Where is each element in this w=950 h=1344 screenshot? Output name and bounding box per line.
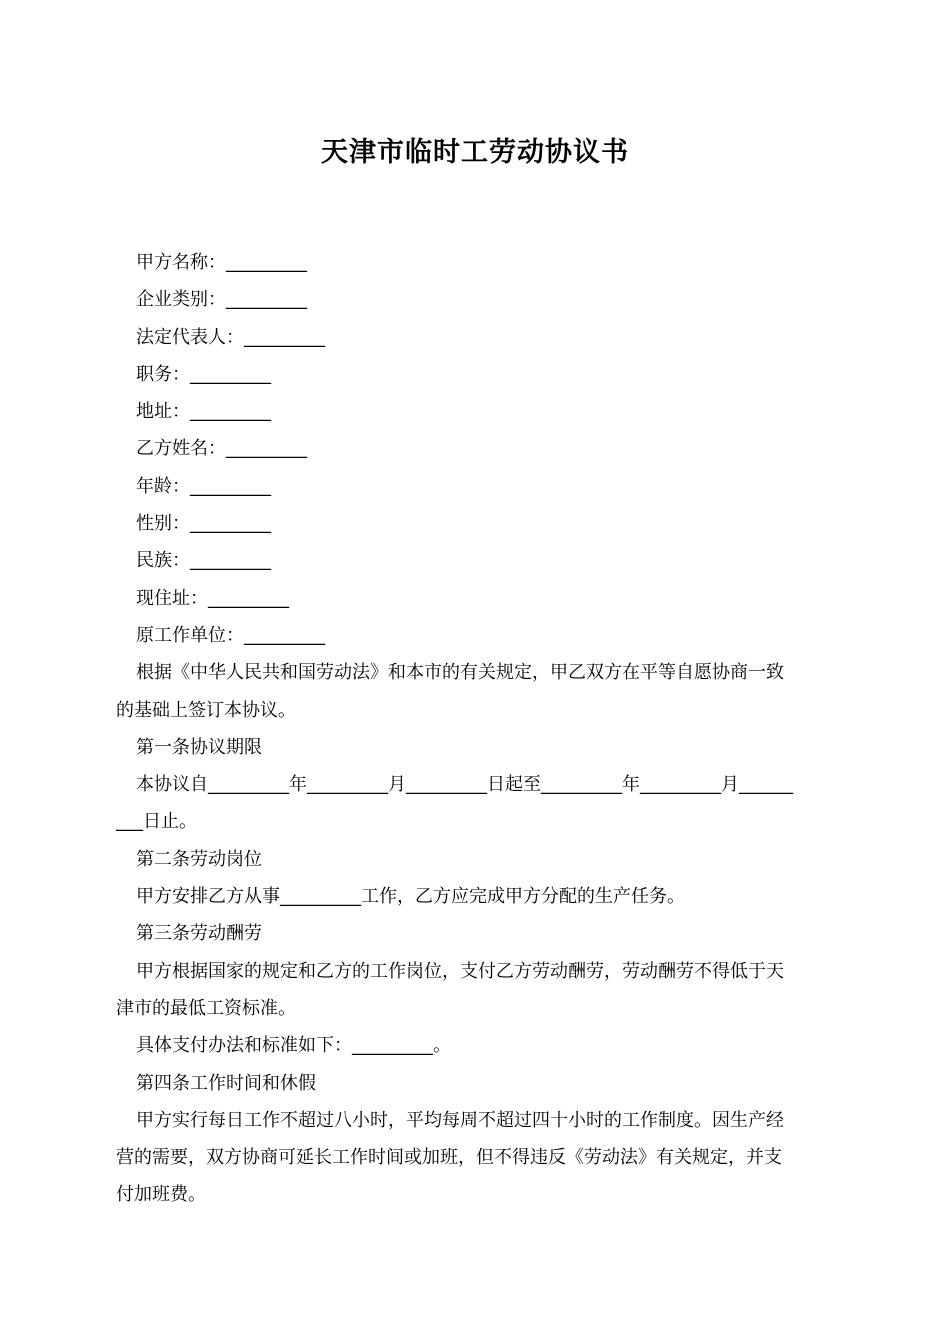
document-line: 地址：_________ <box>136 401 271 423</box>
document-line: 性别：_________ <box>136 513 271 535</box>
document-line: 津市的最低工资标准。 <box>116 997 296 1019</box>
document-line: 甲方安排乙方从事_________工作，乙方应完成甲方分配的生产任务。 <box>136 886 685 908</box>
document-line: 付加班费。 <box>116 1184 206 1206</box>
document-line: 企业类别：_________ <box>136 289 307 311</box>
document-line: 年龄：_________ <box>136 475 271 497</box>
document-line: 原工作单位：_________ <box>136 624 325 646</box>
document-body <box>116 244 836 1214</box>
document-line: 第四条工作时间和休假 <box>136 1072 316 1094</box>
document-line: 的基础上签订本协议。 <box>116 699 296 721</box>
document-line: 本协议自_________年_________月_________日起至_________年_________月______ <box>136 774 793 796</box>
document-line: 营的需要，双方协商可延长工作时间或加班，但不得违反《劳动法》有关规定，并支 <box>116 1147 782 1169</box>
document-line: 甲方名称：_________ <box>136 252 307 273</box>
document-line: 民族：_________ <box>136 550 271 572</box>
document-line: 现住址：_________ <box>136 587 289 609</box>
document-title: 天津市临时工劳动协议书 <box>321 137 629 168</box>
document-line: 第二条劳动岗位 <box>136 848 262 870</box>
document-line: 职务：_________ <box>136 363 271 385</box>
document-line: 第三条劳动酬劳 <box>136 923 262 945</box>
document-line: 根据《中华人民共和国劳动法》和本市的有关规定，甲乙双方在平等自愿协商一致 <box>136 662 784 684</box>
document-line: 甲方实行每日工作不超过八小时，平均每周不超过四十小时的工作制度。因生产经 <box>136 1109 784 1131</box>
document-line: 具体支付办法和标准如下：_________。 <box>136 1035 451 1057</box>
document-line: ___日止。 <box>116 811 197 833</box>
document-line: 法定代表人：_________ <box>136 326 325 348</box>
document-line: 甲方根据国家的规定和乙方的工作岗位，支付乙方劳动酬劳，劳动酬劳不得低于天 <box>136 960 784 982</box>
document-line: 乙方姓名：_________ <box>136 438 307 460</box>
document-line: 第一条协议期限 <box>136 736 262 758</box>
